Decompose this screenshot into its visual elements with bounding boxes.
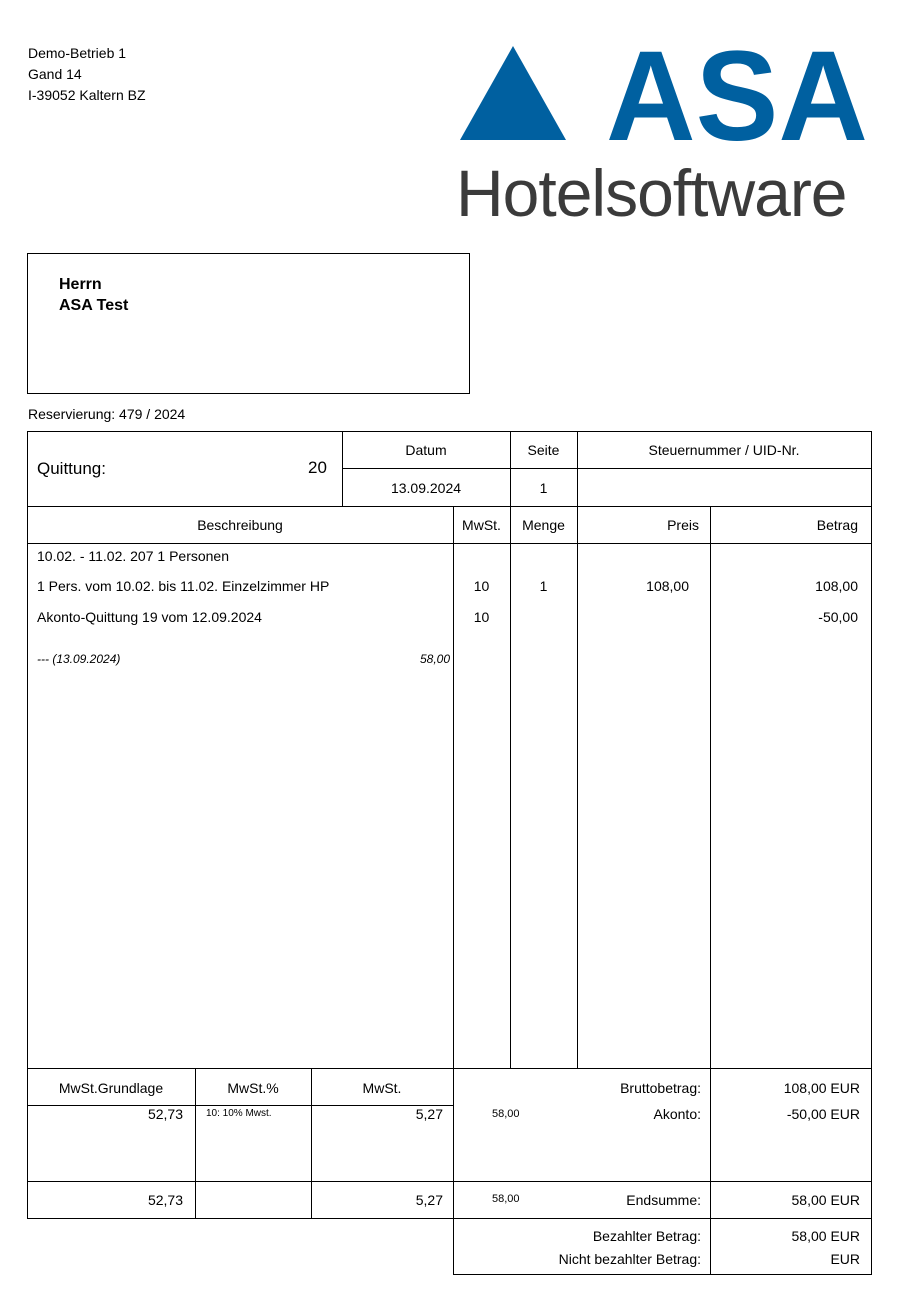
item-price: 108,00 xyxy=(646,578,689,594)
unpaid-label: Nicht bezahlter Betrag: xyxy=(558,1251,701,1267)
vat-gross-value: 58,00 xyxy=(492,1108,520,1120)
column-price: Preis xyxy=(667,517,699,533)
tax-number-label: Steuernummer / UID-Nr. xyxy=(648,442,800,458)
item-description: 1 Pers. vom 10.02. bis 11.02. Einzelzimmer HP xyxy=(37,578,330,594)
vat-rate-header: MwSt.% xyxy=(227,1080,279,1096)
document-number: 20 xyxy=(308,458,327,477)
item-vat: 10 xyxy=(473,609,490,625)
end-total-value: 58,00 EUR xyxy=(791,1192,860,1208)
item-quantity: 1 xyxy=(539,578,548,594)
recipient-box xyxy=(27,253,470,394)
vat-amount-header: MwSt. xyxy=(362,1080,402,1096)
vat-base-value: 52,73 xyxy=(147,1106,183,1122)
logo xyxy=(458,40,872,144)
paid-label: Bezahlter Betrag: xyxy=(592,1228,701,1244)
vat-amount-value: 5,27 xyxy=(415,1106,443,1122)
deposit-value: -50,00 EUR xyxy=(786,1106,860,1122)
column-amount: Betrag xyxy=(816,517,858,533)
end-total-label: Endsumme: xyxy=(626,1192,701,1208)
item-vat: 10 xyxy=(473,578,490,594)
page-value: 1 xyxy=(539,480,548,496)
sender-address xyxy=(28,43,146,106)
sender-line: I-39052 Kaltern BZ xyxy=(28,87,146,103)
page-label: Seite xyxy=(527,442,560,458)
vat-amount-total: 5,27 xyxy=(415,1192,443,1208)
recipient-name: ASA Test xyxy=(59,297,129,314)
item-description: Akonto-Quittung 19 vom 12.09.2024 xyxy=(37,609,262,625)
column-description: Beschreibung xyxy=(197,517,283,533)
item-amount: -50,00 xyxy=(818,609,858,625)
vat-gross-total: 58,00 xyxy=(492,1193,520,1205)
unpaid-value: EUR xyxy=(830,1251,860,1267)
vat-base-total: 52,73 xyxy=(147,1192,183,1208)
item-amount: 108,00 xyxy=(815,578,858,594)
vat-rate-value: 10: 10% Mwst. xyxy=(206,1108,272,1119)
column-vat: MwSt. xyxy=(462,517,501,533)
deposit-label: Akonto: xyxy=(653,1106,701,1122)
paid-value: 58,00 EUR xyxy=(791,1228,860,1244)
reservation-number: Reservierung: 479 / 2024 xyxy=(28,406,186,422)
gross-label: Bruttobetrag: xyxy=(620,1080,701,1096)
logo-wordmark: ASA xyxy=(606,40,868,144)
gross-value: 108,00 EUR xyxy=(783,1080,860,1096)
date-value: 13.09.2024 xyxy=(390,480,462,496)
sender-line: Gand 14 xyxy=(28,66,82,82)
note-value: 58,00 xyxy=(419,652,450,666)
date-label: Datum xyxy=(405,442,447,458)
column-quantity: Menge xyxy=(522,517,565,533)
sender-line: Demo-Betrieb 1 xyxy=(28,45,127,61)
recipient-salutation: Herrn xyxy=(59,276,102,293)
vat-base-header: MwSt.Grundlage xyxy=(58,1080,164,1096)
item-description: 10.02. - 11.02. 207 1 Personen xyxy=(37,548,229,564)
logo-subtitle: Hotelsoftware xyxy=(456,156,847,230)
note-text: --- (13.09.2024) xyxy=(37,652,121,666)
document-label: Quittung: xyxy=(37,459,106,478)
logo-mark xyxy=(458,40,872,144)
